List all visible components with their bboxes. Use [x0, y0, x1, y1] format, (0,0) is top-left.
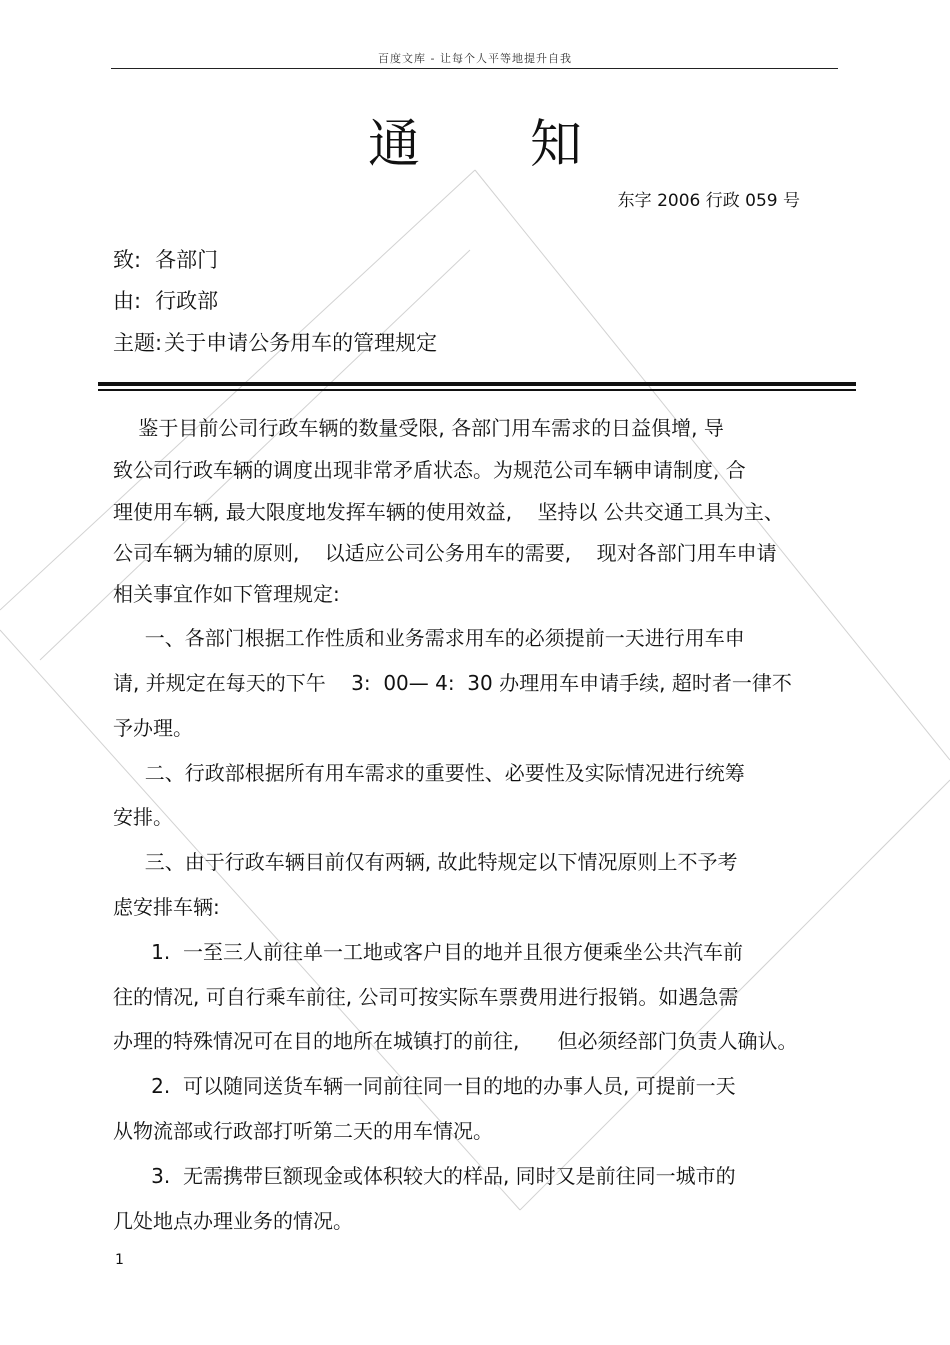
recipient-value: 各部门 — [155, 248, 219, 272]
subject-line — [113, 328, 437, 358]
header-divider — [111, 68, 838, 69]
body-line: 几处地点办理业务的情况。 — [113, 1209, 353, 1233]
body-line: 安排。 — [113, 805, 173, 829]
subject-value: 关于申请公务用车的管理规定 — [164, 331, 438, 355]
body-line: 往的情况, 可自行乘车前往, 公司可按实际车票费用进行报销。如遇急需 — [113, 985, 739, 1009]
body-line: 二、行政部根据所有用车需求的重要性、必要性及实际情况进行统筹 — [113, 761, 745, 785]
body-line: 致公司行政车辆的调度出现非常矛盾状态。为规范公司车辆申请制度, 合 — [113, 458, 746, 482]
page-number: 1 — [115, 1252, 124, 1268]
body-line: 从物流部或行政部打听第二天的用车情况。 — [113, 1119, 493, 1143]
divider-thick-line — [98, 382, 856, 386]
sender-label: 由: — [113, 289, 142, 313]
body-line: 办理的特殊情况可在目的地所在城镇打的前往, 但必须经部门负责人确认。 — [113, 1029, 798, 1053]
body-line: 一、各部门根据工作性质和业务需求用车的必须提前一天进行用车申 — [113, 626, 745, 650]
body-line: 请, 并规定在每天的下午 3: 00— 4: 30 办理用车申请手续, 超时者一律不 — [113, 671, 792, 695]
page-header-text: 百度文库 - 让每个人平等地提升自我 — [378, 52, 572, 65]
body-line: 三、由于行政车辆目前仅有两辆, 故此特规定以下情况原则上不予考 — [113, 850, 738, 874]
sender-value: 行政部 — [155, 289, 219, 313]
body-line: 理使用车辆, 最大限度地发挥车辆的使用效益, 坚持以 公共交通工具为主、 — [113, 500, 784, 524]
body-line: 虑安排车辆: — [113, 895, 220, 919]
body-line: 1. 一至三人前往单一工地或客户目的地并且很方便乘坐公共汽车前 — [113, 940, 743, 964]
document-title: 通知 — [367, 115, 692, 175]
divider-thin-line — [98, 389, 856, 391]
body-line: 相关事宜作如下管理规定: — [113, 582, 340, 606]
recipient-line — [113, 245, 218, 275]
sender-line — [113, 286, 218, 316]
title-divider — [98, 382, 856, 391]
body-line: 3. 无需携带巨额现金或体积较大的样品, 同时又是前往同一城市的 — [113, 1164, 736, 1188]
body-line: 鉴于目前公司行政车辆的数量受限, 各部门用车需求的日益俱增, 导 — [113, 416, 724, 440]
recipient-label: 致: — [113, 248, 142, 272]
body-line: 2. 可以随同送货车辆一同前往同一目的地的办事人员, 可提前一天 — [113, 1074, 736, 1098]
body-line: 公司车辆为辅的原则, 以适应公司公务用车的需要, 现对各部门用车申请 — [113, 541, 777, 565]
subject-label: 主题: — [113, 331, 163, 355]
document-number: 东字 2006 行政 059 号 — [617, 191, 800, 211]
body-line: 予办理。 — [113, 716, 193, 740]
